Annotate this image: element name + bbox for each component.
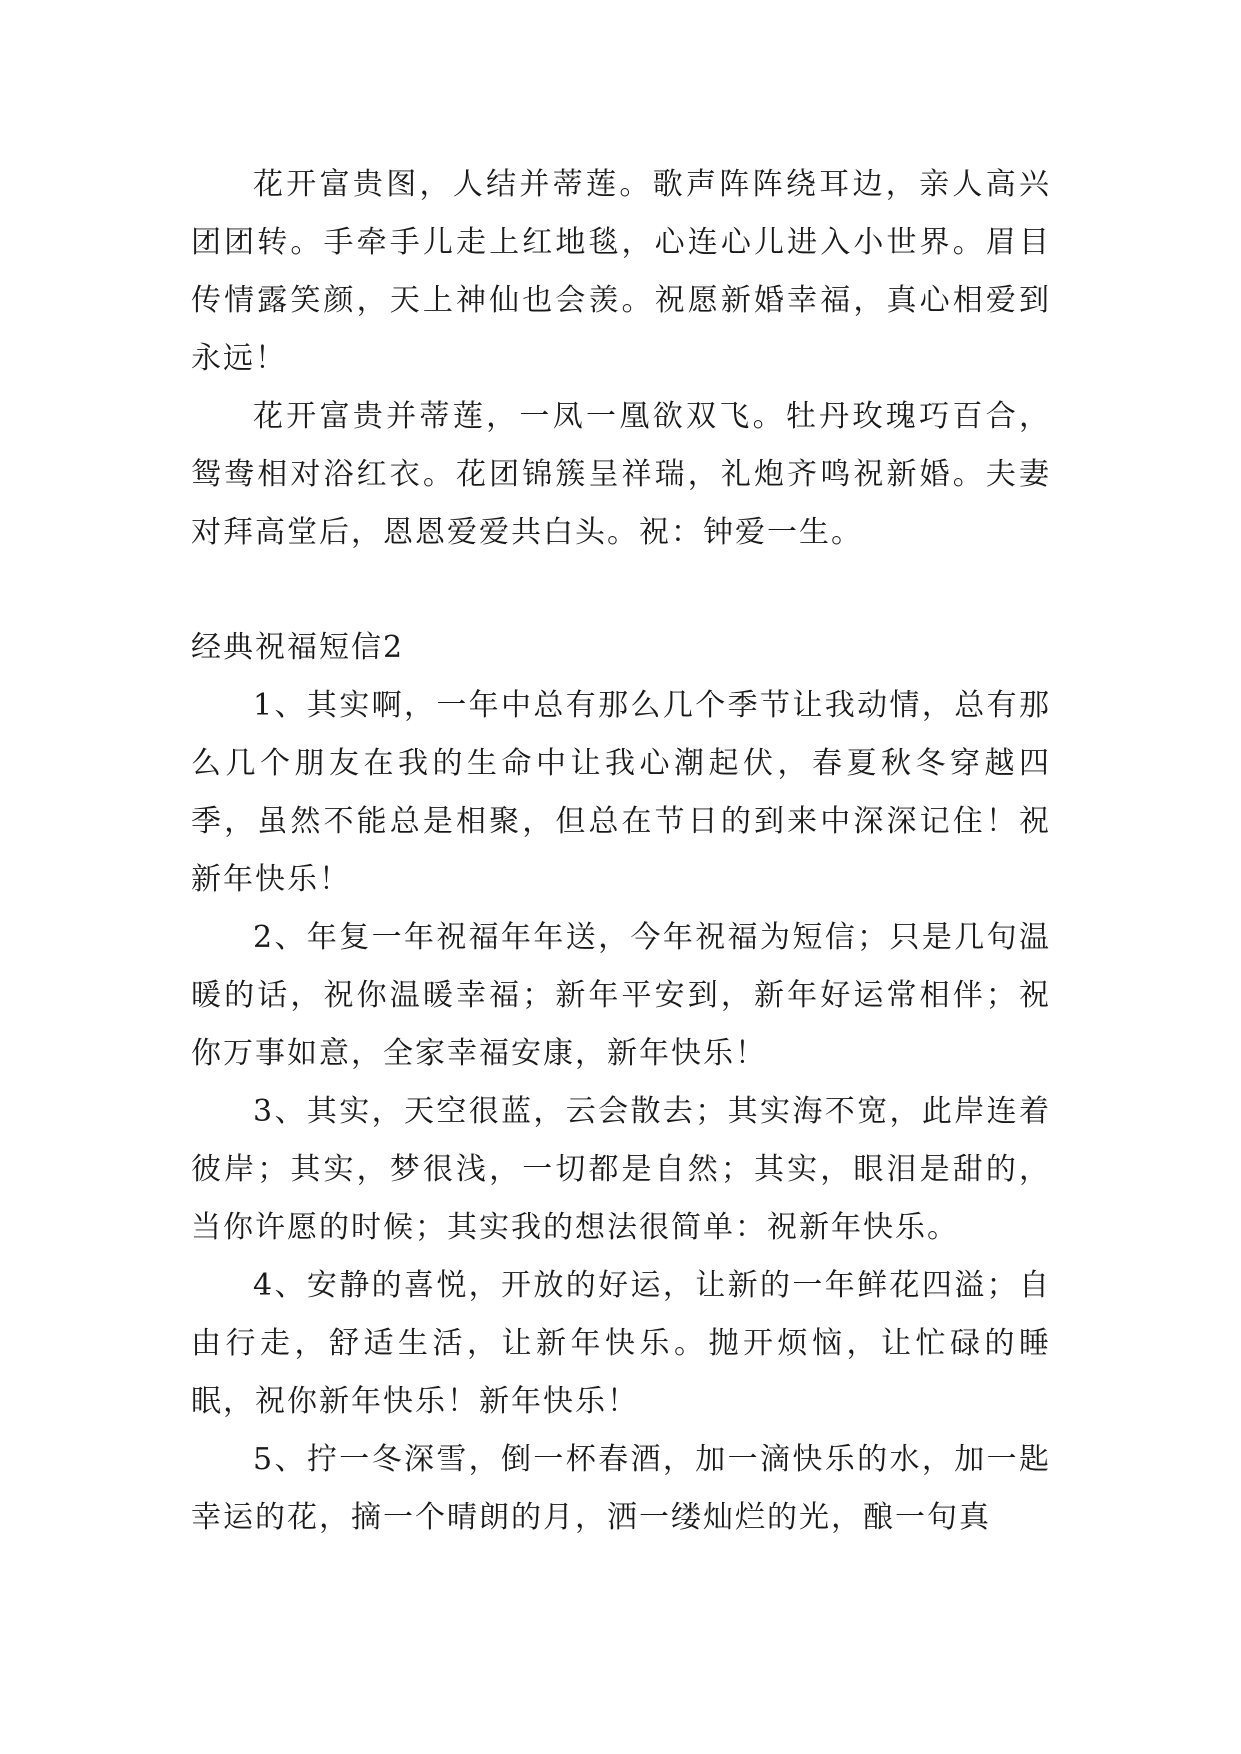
section-title: 经典祝福短信2: [191, 630, 405, 665]
paragraph-wedding-2: 花开富贵并蒂莲，一凤一凰欲双飞。牡丹玫瑰巧百合，鸳鸯相对浴红衣。花团锦簇呈祥瑞，礼炮齐鸣祝新婚。夫妻对拜高堂后，恩恩爱爱共白头。祝：钟爱一生。: [191, 399, 1051, 550]
document-body: [191, 156, 1051, 1547]
paragraph-item-4: 4、安静的喜悦，开放的好运，让新的一年鲜花四溢；自由行走，舒适生活，让新年快乐。抛开烦恼，让忙碌的睡眠，祝你新年快乐！新年快乐！: [191, 1268, 1051, 1419]
paragraph-item-5: 5、拧一冬深雪，倒一杯春酒，加一滴快乐的水，加一匙幸运的花，摘一个晴朗的月，洒一缕灿烂的光，酿一句真: [191, 1442, 1051, 1535]
paragraph-item-2: 2、年复一年祝福年年送，今年祝福为短信；只是几句温暖的话，祝你温暖幸福；新年平安到，新年好运常相伴；祝你万事如意，全家幸福安康，新年快乐！: [191, 920, 1051, 1071]
paragraph-item-3: 3、其实，天空很蓝，云会散去；其实海不宽，此岸连着彼岸；其实，梦很浅，一切都是自然；其实，眼泪是甜的，当你许愿的时候；其实我的想法很简单：祝新年快乐。: [191, 1094, 1051, 1245]
paragraph-wedding-1: 花开富贵图，人结并蒂莲。歌声阵阵绕耳边，亲人高兴团团转。手牵手儿走上红地毯，心连心儿进入小世界。眉目传情露笑颜，天上神仙也会羡。祝愿新婚幸福，真心相爱到永远！: [191, 167, 1051, 376]
paragraph-item-1: 1、其实啊，一年中总有那么几个季节让我动情，总有那么几个朋友在我的生命中让我心潮起伏，春夏秋冬穿越四季，虽然不能总是相聚，但总在节日的到来中深深记住！祝新年快乐！: [191, 688, 1051, 897]
